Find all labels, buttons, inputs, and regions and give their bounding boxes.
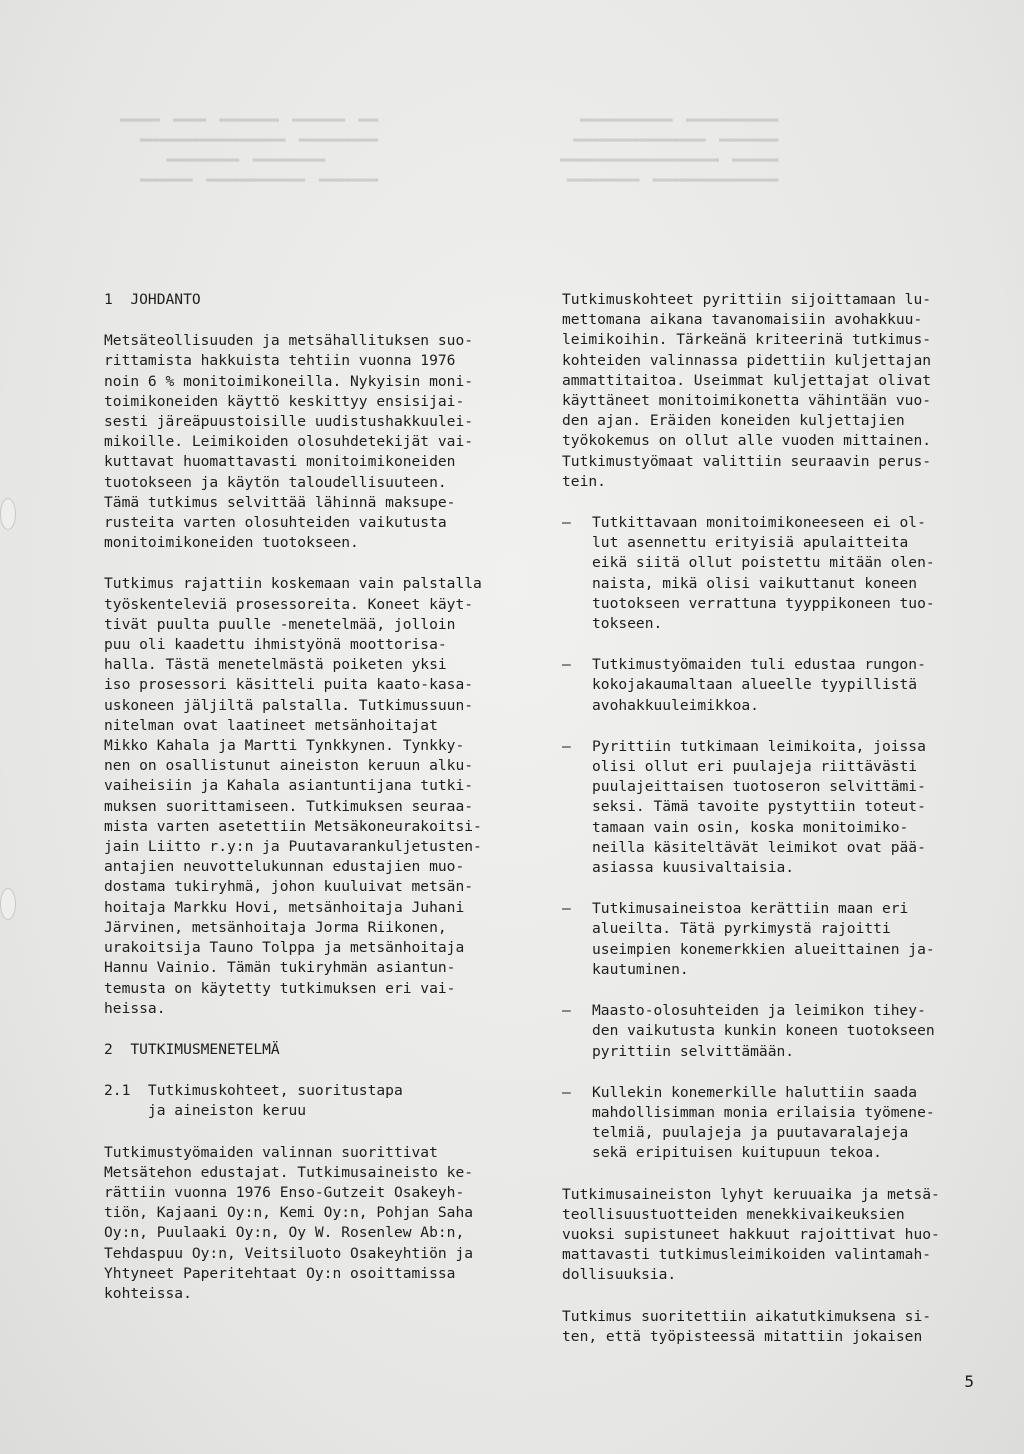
paragraph-scope: Tutkimus rajattiin koskemaan vain palstalla työskenteleviä prosessoreita. Koneet käyt- tivät puulta puulle -menetelmää, jolloin puu oli kaadettu ihmistyönä moottorisa- halla. Tästä menetelmästä poiketen yksi iso prosessori käsitteli puita kaato-kasa- uskoneen jäljiltä palstalla. Tutkimussuun- nitelman ovat laatineet metsänhoitajat Mikko Kahala ja Martti Tynkkynen. Tynkky- nen on osallistunut aineiston keruun alku- vaiheisiin ja Kahala asiantuntijana tutki- muksen suorittamiseen. Tutkimuksen seuraa- mista varten asetettiin Metsäkoneurakoitsi- jain Liitto r.y:n ja Puutavarankuljetusten- antajien neuvottelukunnan edustajien muo- dostama tukiryhmä, johon kuuluivat metsän- hoitaja Markku Hovi, metsänhoitaja Juhani Järvinen, metsänhoitaja Jorma Riikonen, urakoitsija Tauno Tolppa ja metsänhoitaja Hannu Vainio. Tämän tukiryhmän asiantun- temusta on käytetty tutkimuksen eri vai- heissa. — [104, 575, 482, 1017]
bullet-dash: – — [562, 514, 571, 532]
list-item — [562, 737, 982, 878]
bullet-dash: – — [562, 737, 571, 755]
left-column — [104, 290, 524, 1325]
paragraph-time-study: Tutkimus suoritettiin aikatutkimuksena si- ten, että työpisteessä mitattiin jokaisen — [562, 1307, 932, 1345]
list-item-text: Tutkimustyömaiden tuli edustaa rungon- kokojakaumaltaan alueelle tyypillistä avohakkuuleimikkoa. — [592, 656, 926, 714]
paragraph-site-selection: Tutkimustyömaiden valinnan suorittivat Metsätehon edustajat. Tutkimusaineisto ke- rättiin vuonna 1976 Enso-Gutzeit Osakeyh- tiön, Kajaani Oy:n, Kemi Oy:n, Pohjan Saha Oy:n, Puulaaki Oy:n, Oy W. Rosenlew Ab:n, Tehdaspuu Oy:n, Veitsiluoto Osakeyhtiön ja Yhtyneet Paperitehtaat Oy:n osoittamissa kohteissa. — [104, 1143, 474, 1302]
bullet-dash: – — [562, 1083, 571, 1101]
right-column — [562, 290, 982, 1368]
show-through-ghost-text: ▬▬▬ ▬▬▬▬▬▬▬▬ ▬▬▬▬▬▬▬▬▬ ▬▬▬▬▬ ▬▬▬▬▬▬ ▬▬▬▬▬▬▬▬▬▬▬▬ ▬▬▬▬▬▬▬▬▬▬▬▬▬▬▬▬▬▬▬▬▬▬ ▬▬▬▬▬▬▬▬▬▬▬ ▬▬▬▬▬▬▬▬▬▬▬ ▬▬▬▬▬▬▬▬▬ ▬▬▬▬▬▬▬▬▬▬▬▬▬▬▬ ▬▬▬▬▬▬▬▬ — [120, 113, 379, 186]
show-through-ghost-text-right: ▬▬▬▬▬▬▬▬▬▬▬▬▬▬ ▬▬▬▬▬▬▬▬▬▬▬▬▬▬ ▬▬▬▬▬▬▬▬▬ ▬▬▬▬▬▬▬▬▬▬▬▬▬▬▬▬▬▬▬▬ ▬▬▬▬▬▬▬ ▬▬▬▬▬▬▬▬▬▬▬▬▬▬▬▬▬▬▬▬▬▬▬▬ ▬▬▬▬▬▬▬▬▬▬▬▬▬▬▬▬▬▬▬ ▬▬▬▬▬▬▬▬▬▬▬ — [560, 113, 779, 186]
paragraph-site-criteria: Tutkimuskohteet pyrittiin sijoittamaan lu- mettomana aikana tavanomaisiin avohakkuu- leimikoihin. Tärkeänä kriteerinä tutkimus- kohteiden valinnassa pidettiin kuljettajan ammattitaitoa. Useimmat kuljettajat olivat käyttäneet monitoimikonetta vähintään vuo- den ajan. Eräiden koneiden kuljettajien työkokemus on ollut alle vuoden mittainen. Tutkimustyömaat valittiin seuraavin perus- tein. — [562, 291, 932, 490]
list-item — [562, 1001, 982, 1062]
paragraph-limitations: Tutkimusaineiston lyhyt keruuaika ja metsä- teollisuustuotteiden menekkivaikeuksien vuoksi supistuneet hakkuut rajoittivat huo- mattavasti tutkimusleimikoiden valintamah- dollisuuksia. — [562, 1185, 940, 1284]
paragraph-intro: Metsäteollisuuden ja metsähallituksen suo- rittamista hakkuista tehtiin vuonna 1976 noin 6 % monitoimikoneilla. Nykyisin moni- toimikoneiden käyttö keskittyy ensisijai- sesti järeäpuustoisille uudistushakkuulei- mikoille. Leimikoiden olosuhdetekijät vai- kuttavat huomattavasti monitoimikoneiden tuotokseen ja käytön taloudellisuuteen. Tämä tutkimus selvittää lähinnä maksupe- rusteita varten olosuhteiden vaikutusta monitoimikoneiden tuotokseen. — [104, 332, 474, 552]
bullet-dash: – — [562, 900, 571, 918]
list-item-text: Pyrittiin tutkimaan leimikoita, joissa olisi ollut eri puulajeja riittävästi puulajeittaisen tuotoseron selvittämi- seksi. Tämä tavoite pystyttiin toteut- tamaan vain osin, koska monitoimiko- neilla käsiteltävät leimikot ovat pää- asiassa kuusivaltaisia. — [592, 737, 926, 877]
section-heading-johdanto: 1 JOHDANTO — [104, 291, 201, 308]
list-item-text: Tutkittavaan monitoimikoneeseen ei ol- lut asennettu erityisiä apulaitteita eikä siitä ollut poistettu mitään olen- naista, mikä olisi vaikuttanut koneen tuotokseen verrattuna tyyppikoneen tuo- tokseen. — [592, 514, 935, 633]
list-item — [562, 513, 982, 634]
subsection-heading-2-1: 2.1 Tutkimuskohteet, suoritustapa ja aineiston keruu — [104, 1082, 403, 1120]
bullet-dash: – — [562, 1002, 571, 1020]
list-item-text: Maasto-olosuhteiden ja leimikon tihey- den vaikutusta kunkin koneen tuotokseen pyrittiin selvittämään. — [592, 1002, 935, 1060]
list-item — [562, 1083, 982, 1164]
punch-hole-bottom — [0, 888, 16, 920]
list-item — [562, 655, 982, 716]
page-number: 5 — [964, 1372, 974, 1391]
bullet-dash: – — [562, 656, 571, 674]
list-item-text: Kullekin konemerkille haluttiin saada mahdollisimman monia erilaisia työmene- telmiä, puulajeja ja puutavaralajeja sekä eripituisen kuitupuun tekoa. — [592, 1083, 935, 1162]
list-item — [562, 899, 982, 980]
list-item-text: Tutkimusaineistoa kerättiin maan eri alueilta. Tätä pyrkimystä rajoitti useimpien konemerkkien alueittainen ja- kautuminen. — [592, 900, 935, 978]
punch-hole-top — [0, 498, 16, 530]
section-heading-tutkimusmenetelma: 2 TUTKIMUSMENETELMÄ — [104, 1040, 280, 1058]
